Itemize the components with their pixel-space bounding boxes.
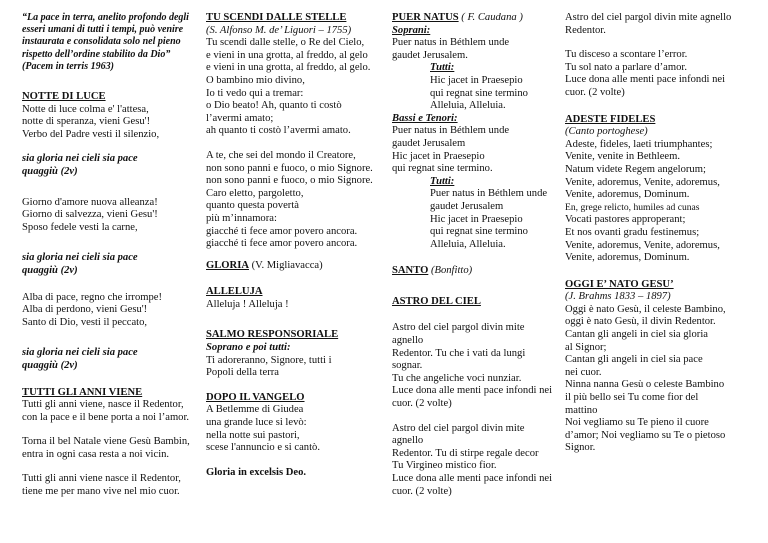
- gloria-author: (V. Migliavacca): [251, 259, 323, 271]
- column-1: [22, 12, 200, 499]
- notte-verse-1: Notte di luce colma e' l'attesa, notte di speranza, vieni Gesu'! Verbo del Padre vesti il silenzio,: [22, 103, 160, 140]
- oggi-e-nato-title: OGGI E’ NATO GESU’: [565, 278, 674, 290]
- salmo-title: SALMO RESPONSORIALE: [206, 329, 339, 341]
- astro-cont-1: Astro del ciel pargol divin mite agnello Redentor.: [565, 12, 732, 36]
- tu-scendi-title: TU SCENDI DALLE STELLE: [206, 12, 347, 23]
- refrain-1: sia gloria nei cieli sia pace quaggiù (2v): [22, 153, 138, 177]
- astro-cont-2: Tu disceso a scontare l’error. Tu sol nato a parlare d’amor. Luce dona alle menti pace infondi nei cuor. (2 volte): [565, 49, 726, 98]
- column-2: [206, 12, 373, 479]
- santo-title: SANTO: [392, 265, 429, 277]
- pacem-quote: “La pace in terra, anelito profondo degli esseri umani di tutti i tempi, può venire instaurata e consolidata solo nel pieno rispetto dell’ordine stabilito da Dio” (Pacem in terris 1963): [22, 12, 189, 72]
- puer-lines-4: Puer natus in Béthlem unde gaudet Jerusalem Hic jacet in Praesepio qui regnat sine termino Alleluia, Alleluia.: [430, 188, 548, 250]
- column-4: [565, 12, 761, 455]
- tutti-verse-3: Tutti gli anni viene nasce il Redentor, tiene me per mano vive nel mio cuor.: [22, 473, 181, 498]
- alleluja-text: Alleluja ! Alleluja !: [206, 298, 289, 310]
- tu-scendi-verse-1: Tu scendi dalle stelle, o Re del Cielo, e vieni in una grotta, al freddo, al gelo e vieni in una grotta, al freddo, al gelo. O bambino mio divino, Io ti vedo qui a tremar: o Dio beato! Ah, quanto ti costò l’avermi amato; ah quanto ti costò l’avermi amato.: [206, 37, 371, 137]
- puer-lines-3: Puer natus in Béthlem unde gaudet Jerusalem Hic jacet in Praesepio qui regnat sine termino.: [392, 125, 510, 175]
- astro-del-ciel-title: ASTRO DEL CIEL: [392, 295, 481, 307]
- bassi-label: Bassi e Tenori:: [392, 112, 458, 124]
- astro-verse-1: Astro del ciel pargol divin mite agnello Redentor. Tu che i vati da lungi sognar. Tu che angeliche voci nunziar. Luce dona alle menti pace infondi nei cuor. (2 volte): [392, 322, 553, 410]
- refrain-2: sia gloria nei cieli sia pace quaggiù (2v): [22, 252, 138, 276]
- gloria-title: GLORIA: [206, 259, 249, 271]
- gloria-heading: [206, 260, 370, 273]
- tutti-verse-2: Torna il bel Natale viene Gesù Bambin, entra in ogni casa resta a noi vicin.: [22, 436, 190, 460]
- santo-heading: [392, 265, 554, 278]
- puer-lines-1: Puer natus in Béthlem unde gaudet Jerusalem.: [392, 37, 510, 61]
- tutti-label-1: Tutti:: [430, 62, 455, 74]
- tutti-verse-1: Tutti gli anni viene, nasce il Redentor, con la pace e il bene porta a noi l’amor.: [22, 399, 190, 423]
- tutti-label-2: Tutti:: [430, 175, 455, 187]
- tu-scendi-verse-2: A te, che sei del mondo il Creatore, non sono panni e fuoco, o mio Signore. non sono panni e fuoco, o mio Signore. Caro eletto, pargoletto, quanto questa povertà più m’innamora: giacché ti fece amor povero ancora. giacché ti fece amor povero ancora.: [206, 149, 373, 250]
- refrain-3: sia gloria nei cieli sia pace quaggiù (2v): [22, 347, 138, 371]
- soprani-label: Soprani:: [392, 24, 431, 36]
- dopo-il-vangelo-title: DOPO IL VANGELO: [206, 391, 305, 403]
- notte-di-luce-title: NOTTE DI LUCE: [22, 91, 106, 103]
- notte-verse-3: Alba di pace, regno che irrompe! Alba di perdono, vieni Gesu'! Santo di Dio, vesti il peccato,: [22, 291, 163, 328]
- dopo-il-vangelo-text: A Betlemme di Giudea una grande luce si levò: nella notte sui pastori, scese l'annuncio e si cantò.: [206, 404, 320, 454]
- puer-natus-author: ( F. Caudana ): [461, 12, 523, 23]
- gloria-in-excelsis: Gloria in excelsis Deo.: [206, 466, 307, 478]
- tu-scendi-author: (S. Alfonso M. de’ Liguori – 1755): [206, 24, 352, 36]
- tutti-gli-anni-title: TUTTI GLI ANNI VIENE: [22, 386, 143, 398]
- salmo-subtitle: Soprano e poi tutti:: [206, 342, 291, 354]
- adeste-subtitle: (Canto portoghese): [565, 126, 648, 138]
- oggi-lines: Oggi è nato Gesù, il celeste Bambino, oggi è nato Gesù, il divin Redentor. Cantan gli angeli in ciel sia gloria al Signor; Cantan gli angeli in ciel sia pace nei cuor. Ninna nanna Gesù o celeste Bambino il più bello sei Tu come fior del mattino Noi vegliamo su Te pieno il cuore d’amor; Noi vegliamo su Te o pietoso Signor.: [565, 303, 726, 454]
- notte-verse-2: Giorno d'amore nuova alleanza! Giorno di salvezza, vieni Gesu'! Sposo fedele vesti la carne,: [22, 196, 158, 233]
- salmo-text: Ti adoreranno, Signore, tutti i Popoli della terra: [206, 354, 332, 379]
- adeste-fideles-title: ADESTE FIDELES: [565, 113, 656, 125]
- puer-natus-heading: [392, 12, 554, 25]
- column-3: [392, 12, 554, 498]
- adeste-lines: Adeste, fideles, laeti triumphantes; Venite, venite in Bethleem. Natum videte Regem angelorum; Venite, adoremus, Venite, adoremus, Venite, adoremus, Dominum. En, grege relicto, humiles ad cunas Vocati pastores approperant; Et nos ovanti gradu festinemus; Venite, adoremus, Venite, adoremus, Venite, adoremus, Dominum.: [565, 138, 720, 264]
- puer-natus-title: PUER NATUS: [392, 12, 459, 23]
- astro-verse-2: Astro del ciel pargol divin mite agnello Redentor. Tu di stirpe regale decor Tu Virgineo mistico fior. Luce dona alle menti pace infondi nei cuor. (2 volte): [392, 422, 553, 497]
- puer-lines-2: Hic jacet in Praesepio qui regnat sine termino Alleluia, Alleluia.: [430, 74, 528, 112]
- oggi-author: (J. Brahms 1833 – 1897): [565, 291, 671, 303]
- alleluja-title: ALLELUJA: [206, 286, 263, 298]
- santo-author: (Bonfitto): [430, 265, 473, 277]
